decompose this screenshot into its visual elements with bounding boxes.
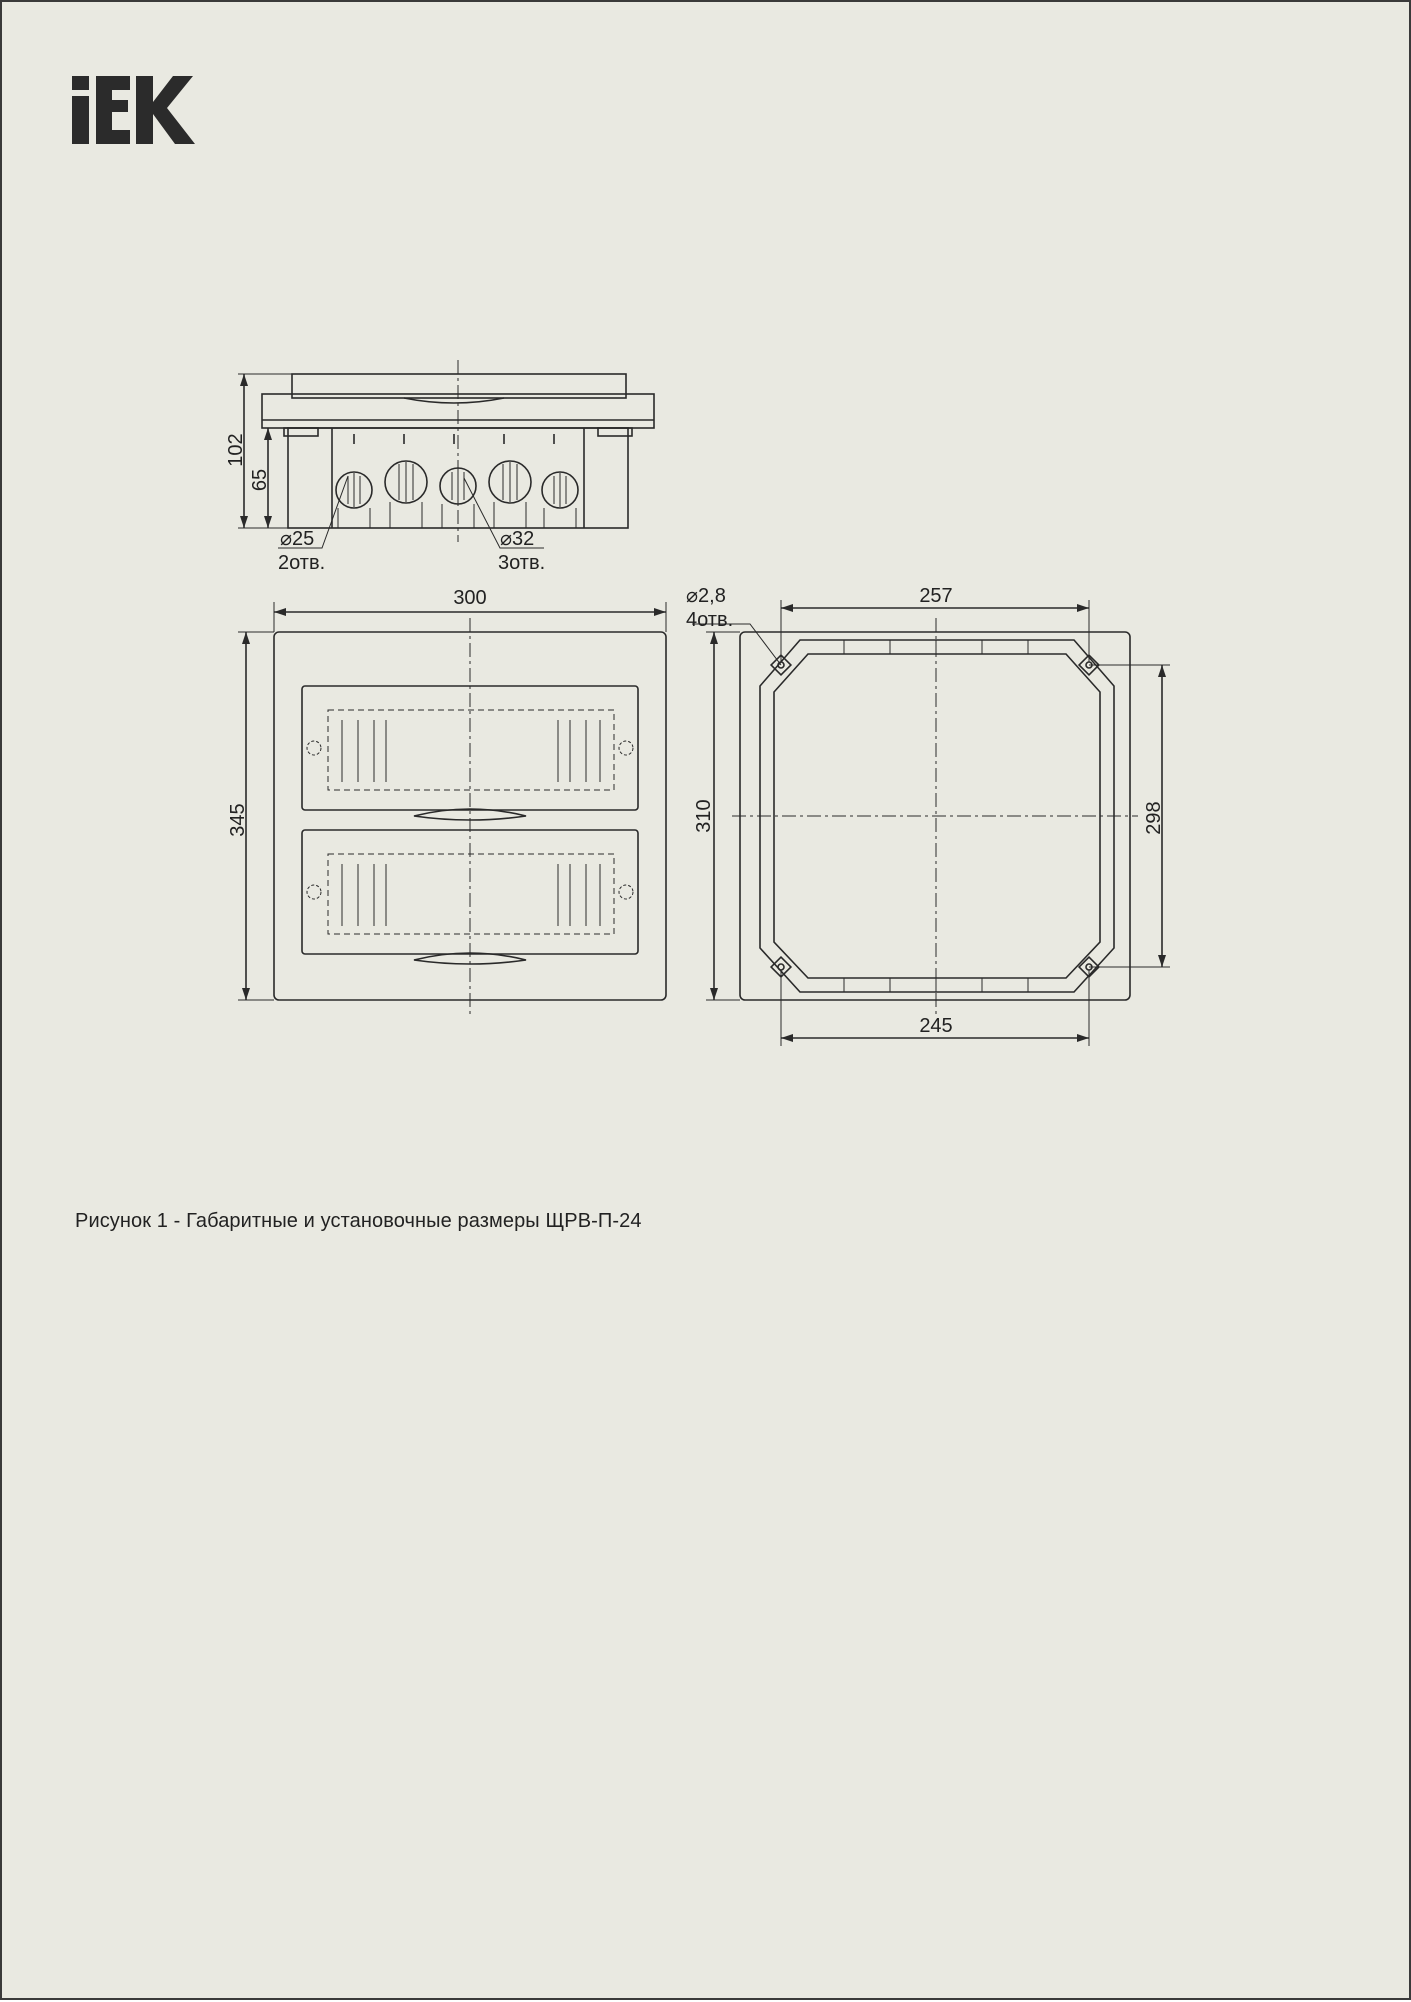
dim-back-height: 310: [693, 799, 715, 833]
dim-mount-hole-count: 4отв.: [686, 609, 734, 631]
dim-back-bottom-width: 245: [919, 1015, 953, 1037]
dim-hole-large-diameter: ⌀32: [500, 528, 535, 550]
dim-back-inner-height: 298: [1143, 801, 1165, 835]
dim-mount-hole-diameter: ⌀2,8: [686, 585, 726, 607]
dim-hole-small-diameter: ⌀25: [280, 528, 315, 550]
figure-caption: Рисунок 1 - Габаритные и установочные размеры ЩРВ-П-24: [75, 1210, 642, 1232]
dim-hole-small-count: 2отв.: [278, 552, 326, 574]
dim-side-body-height: 65: [249, 468, 271, 492]
cable-entry-holes: [336, 461, 578, 528]
technical-drawing: [2, 2, 1411, 2002]
side-view: [238, 360, 654, 548]
front-view: [238, 602, 666, 1014]
dim-front-height: 345: [227, 803, 249, 837]
dim-side-height: 102: [225, 433, 247, 467]
dim-front-width: 300: [453, 587, 487, 609]
back-view: [692, 600, 1170, 1046]
dim-back-top-width: 257: [919, 585, 953, 607]
dim-hole-large-count: 3отв.: [498, 552, 546, 574]
